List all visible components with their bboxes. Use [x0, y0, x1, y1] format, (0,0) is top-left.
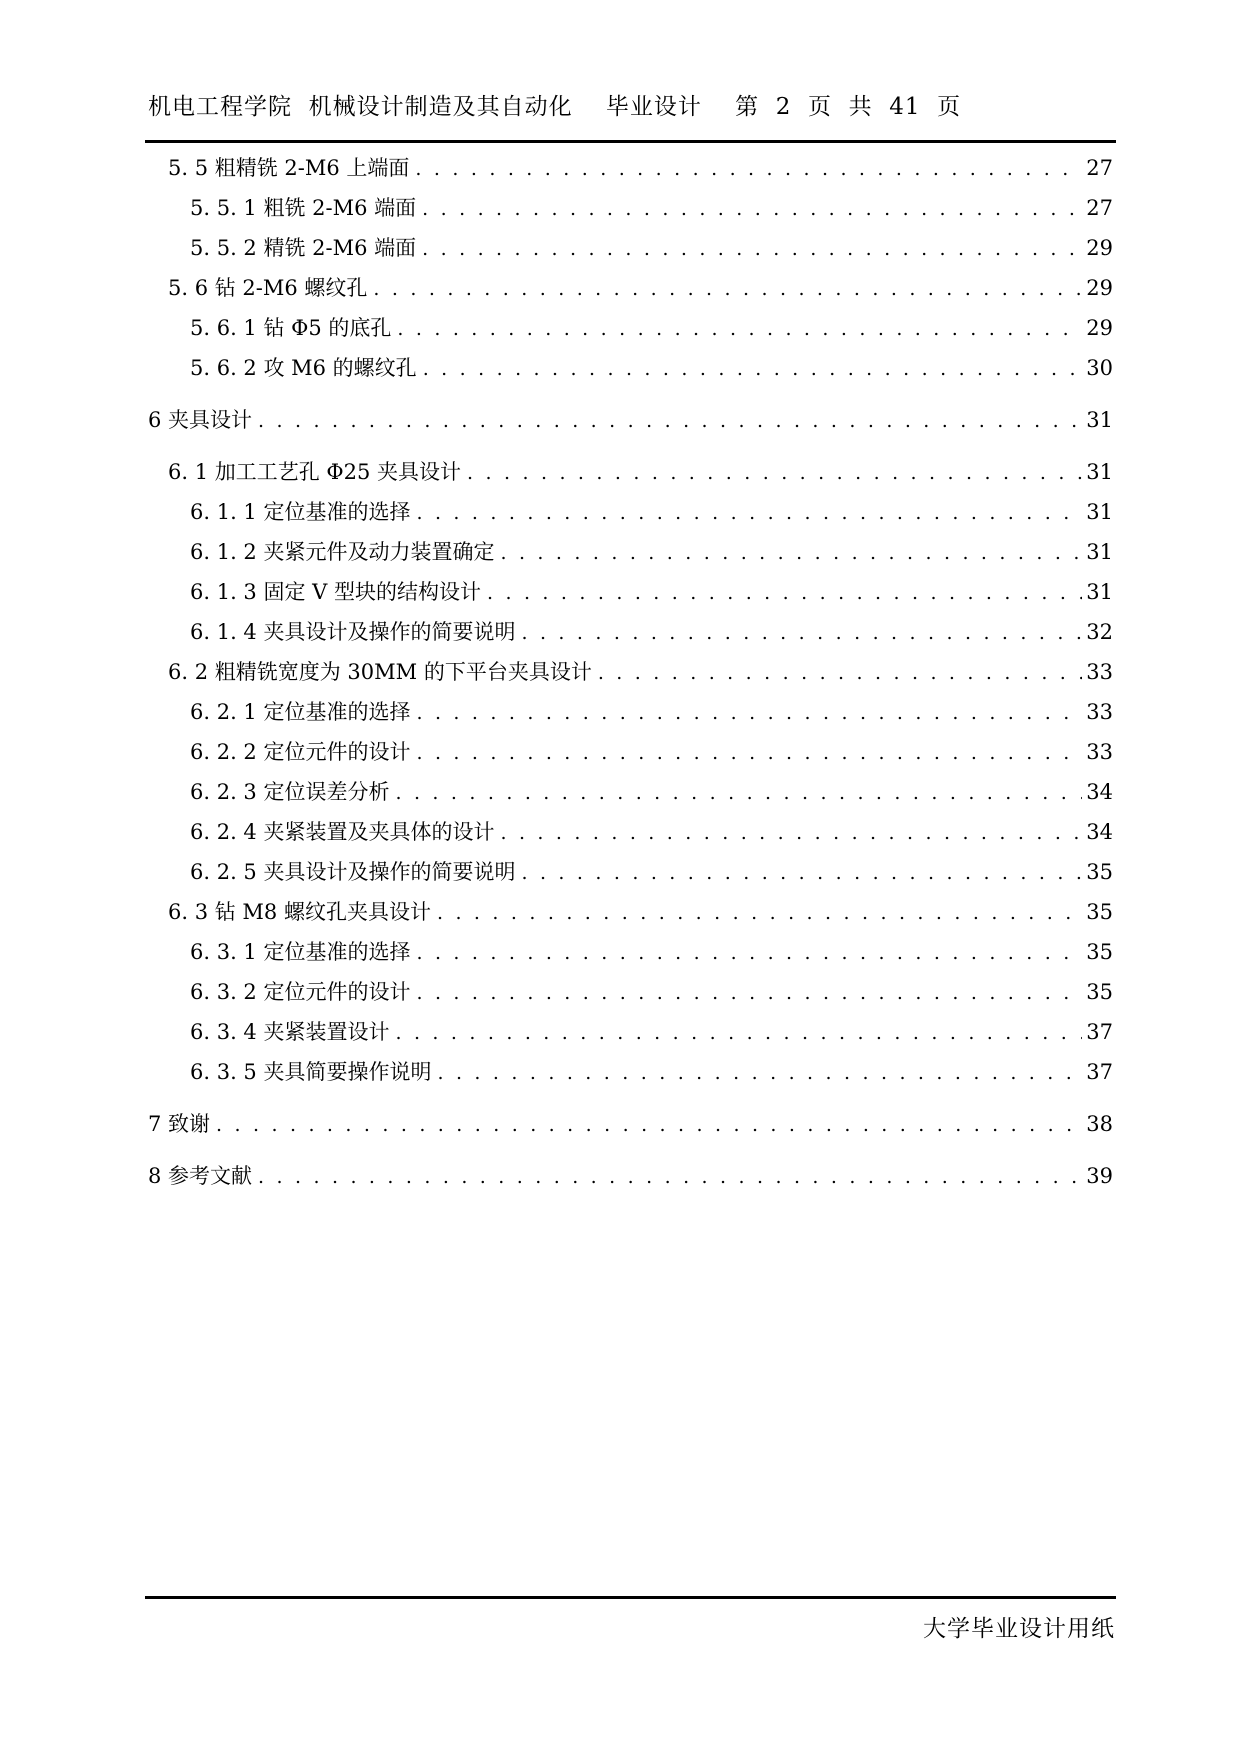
toc-entry-title: 6. 2. 2 定位元件的设计	[190, 740, 411, 764]
toc-entry-page: 33	[1086, 700, 1113, 724]
toc-entry	[168, 152, 1113, 182]
toc-entry-page: 34	[1086, 820, 1113, 844]
toc-entry-title: 5. 5. 2 精铣 2-M6 端面	[190, 236, 417, 260]
toc-entry-title: 6. 1. 4 夹具设计及操作的简要说明	[190, 620, 516, 644]
toc-leader-dots	[422, 198, 1082, 220]
toc-entry	[190, 496, 1113, 526]
toc-entry-page: 35	[1086, 860, 1113, 884]
header-rule	[145, 140, 1116, 143]
toc-entry-title: 5. 6. 2 攻 M6 的螺纹孔	[190, 356, 417, 380]
toc-entry	[190, 576, 1113, 606]
toc-leader-dots	[422, 238, 1082, 260]
toc-leader-dots	[416, 502, 1082, 524]
toc-entry-title: 6 夹具设计	[148, 408, 253, 432]
toc-entry-page: 27	[1086, 156, 1113, 180]
toc-entry-page: 31	[1086, 408, 1113, 432]
toc-entry	[148, 1108, 1113, 1138]
toc-entry-page: 29	[1086, 316, 1113, 340]
toc-entry-page: 27	[1086, 196, 1113, 220]
toc-entry	[190, 816, 1113, 846]
toc-leader-dots	[216, 1114, 1082, 1136]
toc-leader-dots	[416, 702, 1082, 724]
toc-entry-title: 7 致谢	[148, 1112, 211, 1136]
toc-entry-title: 6. 2. 4 夹紧装置及夹具体的设计	[190, 820, 495, 844]
toc-leader-dots	[423, 358, 1083, 380]
toc-entry-title: 6. 1. 3 固定 V 型块的结构设计	[190, 580, 481, 604]
toc-leader-dots	[416, 942, 1082, 964]
toc-entry-page: 31	[1086, 540, 1113, 564]
toc-entry	[190, 976, 1113, 1006]
toc-entry-page: 39	[1086, 1164, 1113, 1188]
toc-entry-title: 6. 3. 1 定位基准的选择	[190, 940, 411, 964]
toc-entry-page: 32	[1086, 620, 1113, 644]
toc-leader-dots	[437, 902, 1082, 924]
toc-leader-dots	[373, 278, 1082, 300]
toc-entry	[168, 456, 1113, 486]
toc-leader-dots	[397, 318, 1082, 340]
toc-entry-title: 6. 2. 3 定位误差分析	[190, 780, 390, 804]
toc-leader-dots	[258, 1166, 1082, 1188]
toc-entry-page: 37	[1086, 1020, 1113, 1044]
toc-entry-page: 37	[1086, 1060, 1113, 1084]
toc-entry-page: 31	[1086, 580, 1113, 604]
toc-leader-dots	[416, 982, 1082, 1004]
toc-entry-page: 29	[1086, 236, 1113, 260]
toc-leader-dots	[467, 462, 1082, 484]
footer-rule	[145, 1596, 1116, 1599]
toc-entry-title: 6. 3. 5 夹具简要操作说明	[190, 1060, 432, 1084]
toc-entry-page: 30	[1086, 356, 1113, 380]
toc-entry	[190, 736, 1113, 766]
toc-leader-dots	[487, 582, 1082, 604]
toc-entry-page: 33	[1086, 740, 1113, 764]
toc-entry-title: 6. 2. 1 定位基准的选择	[190, 700, 411, 724]
toc-entry	[190, 536, 1113, 566]
toc-entry	[190, 1056, 1113, 1086]
toc-entry	[148, 1160, 1113, 1190]
toc-entry	[190, 352, 1113, 382]
toc-entry-page: 33	[1086, 660, 1113, 684]
toc-entry-title: 6. 1. 1 定位基准的选择	[190, 500, 411, 524]
toc-entry	[190, 616, 1113, 646]
toc-entry-page: 31	[1086, 460, 1113, 484]
toc-entry-page: 29	[1086, 276, 1113, 300]
toc-entry-title: 6. 2. 5 夹具设计及操作的简要说明	[190, 860, 516, 884]
toc-entry-title: 5. 6 钻 2-M6 螺纹孔	[168, 276, 368, 300]
toc-entry	[190, 232, 1113, 262]
page-footer: 大学毕业设计用纸	[923, 1616, 1115, 1642]
toc-entry	[190, 856, 1113, 886]
toc-entry-page: 34	[1086, 780, 1113, 804]
toc-entry	[190, 936, 1113, 966]
toc-entry-title: 6. 3. 2 定位元件的设计	[190, 980, 411, 1004]
toc-entry	[190, 696, 1113, 726]
toc-leader-dots	[500, 822, 1082, 844]
toc-entry-page: 35	[1086, 900, 1113, 924]
toc-entry-page: 35	[1086, 940, 1113, 964]
toc-entry-title: 6. 2 粗精铣宽度为 30MM 的下平台夹具设计	[168, 660, 592, 684]
toc-entry-title: 6. 3. 4 夹紧装置设计	[190, 1020, 390, 1044]
toc-leader-dots	[598, 662, 1082, 684]
page-header: 机电工程学院 机械设计制造及其自动化 毕业设计 第 2 页 共 41 页	[148, 94, 962, 120]
toc-leader-dots	[395, 782, 1082, 804]
toc-entry-page: 31	[1086, 500, 1113, 524]
toc-leader-dots	[521, 622, 1082, 644]
toc-entry-title: 8 参考文献	[148, 1164, 253, 1188]
toc-leader-dots	[415, 158, 1082, 180]
toc-entry-title: 6. 1 加工工艺孔 Φ25 夹具设计	[168, 460, 462, 484]
toc-entry-title: 6. 3 钻 M8 螺纹孔夹具设计	[168, 900, 431, 924]
toc-leader-dots	[395, 1022, 1082, 1044]
toc-leader-dots	[500, 542, 1082, 564]
toc-entry-page: 35	[1086, 980, 1113, 1004]
toc-entry	[190, 312, 1113, 342]
toc-leader-dots	[521, 862, 1082, 884]
toc-entry-page: 38	[1086, 1112, 1113, 1136]
toc-entry-title: 5. 6. 1 钻 Φ5 的底孔	[190, 316, 392, 340]
toc-entry	[148, 404, 1113, 434]
toc-leader-dots	[258, 410, 1082, 432]
toc-entry-title: 6. 1. 2 夹紧元件及动力装置确定	[190, 540, 495, 564]
toc-entry-title: 5. 5 粗精铣 2-M6 上端面	[168, 156, 410, 180]
toc-leader-dots	[437, 1062, 1082, 1084]
toc-entry	[190, 192, 1113, 222]
toc-entry-title: 5. 5. 1 粗铣 2-M6 端面	[190, 196, 417, 220]
toc-entry	[190, 1016, 1113, 1046]
toc-leader-dots	[416, 742, 1082, 764]
toc-entry	[190, 776, 1113, 806]
toc-entry	[168, 656, 1113, 686]
toc-entry	[168, 272, 1113, 302]
toc-entry	[168, 896, 1113, 926]
